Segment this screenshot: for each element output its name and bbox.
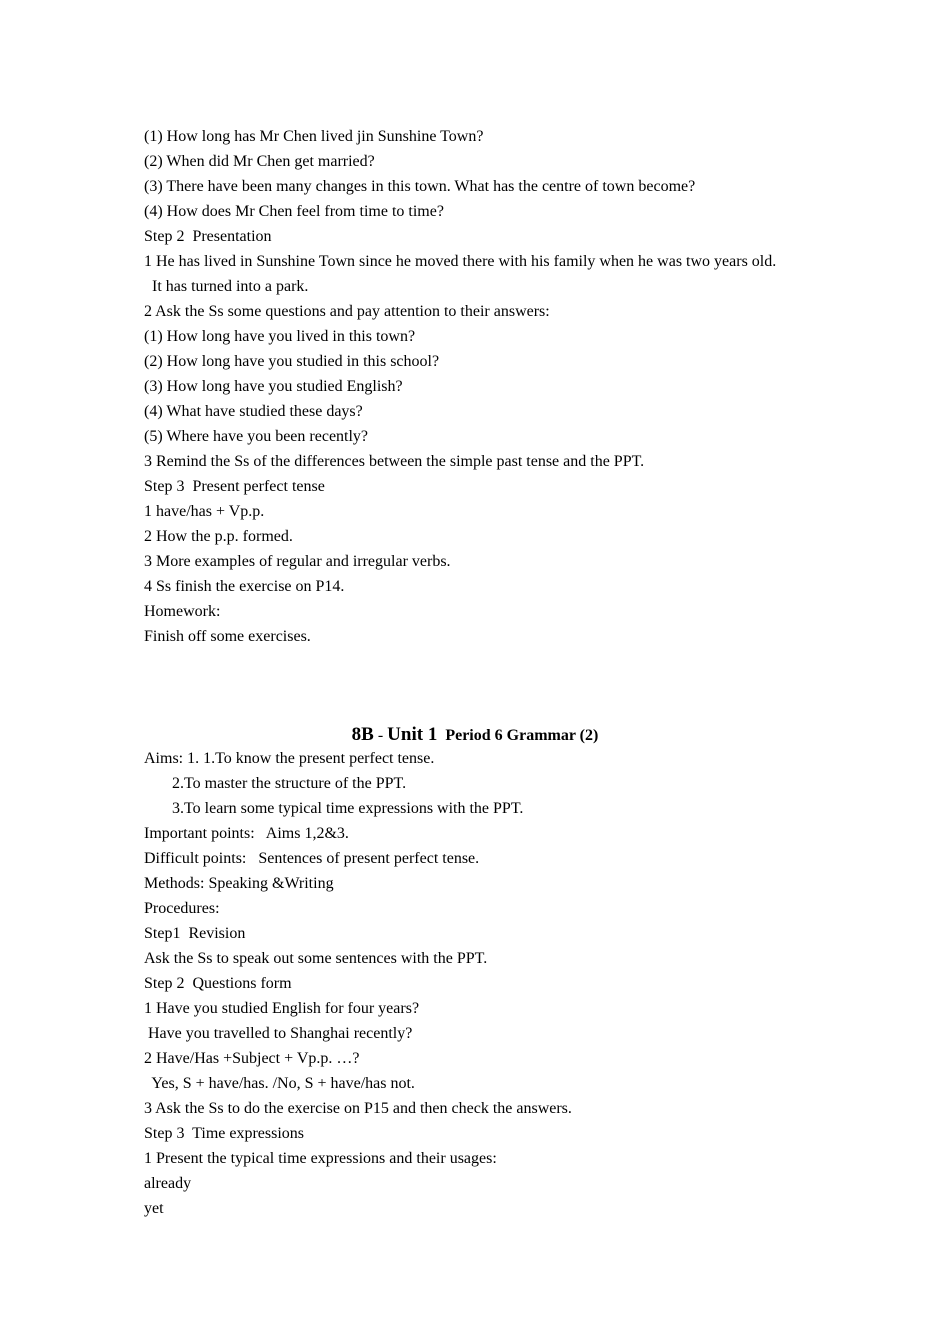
step-heading: Step 2 Questions form: [144, 975, 292, 992]
text-line: (2) How long have you studied in this school?: [144, 353, 440, 370]
text-line: (5) Where have you been recently?: [144, 428, 369, 445]
text-line: 2 How the p.p. formed.: [144, 528, 293, 545]
text-line: 2 Have/Has +Subject + Vp.p. …?: [144, 1050, 360, 1067]
lesson-plan-body: [144, 746, 844, 1221]
text-line: 1 Present the typical time expressions and their usages:: [144, 1150, 497, 1167]
text-line: (2) When did Mr Chen get married?: [144, 153, 375, 170]
aims-line: 3.To learn some typical time expressions with the PPT.: [144, 800, 524, 817]
text-line: (3) There have been many changes in this town. What has the centre of town become?: [144, 178, 696, 195]
text-line: (1) How long has Mr Chen lived jin Sunshine Town?: [144, 128, 484, 145]
methods: Methods: Speaking &Writing: [144, 875, 334, 892]
text-line: 3 Remind the Ss of the differences between the simple past tense and the PPT.: [144, 453, 645, 470]
lesson-notes-continued: [144, 124, 844, 649]
text-line: Finish off some exercises.: [144, 628, 311, 645]
text-line: (3) How long have you studied English?: [144, 378, 403, 395]
text-line: 1 have/has + Vp.p.: [144, 503, 265, 520]
text-line: 4 Ss finish the exercise on P14.: [144, 578, 345, 595]
homework-heading: Homework:: [144, 603, 221, 620]
aims-line: 2.To master the structure of the PPT.: [144, 775, 407, 792]
text-line: (1) How long have you lived in this town?: [144, 328, 416, 345]
text-line: It has turned into a park.: [144, 278, 309, 295]
text-line: 1 Have you studied English for four years?: [144, 1000, 420, 1017]
lesson-grade: 8B: [351, 724, 374, 745]
text-line: 3 Ask the Ss to do the exercise on P15 and then check the answers.: [144, 1100, 572, 1117]
text-line: 1 He has lived in Sunshine Town since he moved there with his family when he was two years old.: [144, 253, 777, 270]
difficult-points: Difficult points: Sentences of present perfect tense.: [144, 850, 480, 867]
text-line: yet: [144, 1200, 164, 1217]
text-line: already: [144, 1175, 192, 1192]
text-line: (4) How does Mr Chen feel from time to time?: [144, 203, 444, 220]
lesson-unit: Unit 1: [387, 724, 438, 745]
text-line: Ask the Ss to speak out some sentences with the PPT.: [144, 950, 488, 967]
step-heading: Step 2 Presentation: [144, 228, 272, 245]
step-heading: Step 3 Present perfect tense: [144, 478, 325, 495]
step-heading: Step1 Revision: [144, 925, 246, 942]
step-heading: Step 3 Time expressions: [144, 1125, 305, 1142]
lesson-title: [0, 722, 950, 748]
lesson-period: Period 6 Grammar (2): [445, 727, 599, 744]
important-points: Important points: Aims 1,2&3.: [144, 825, 349, 842]
text-line: 3 More examples of regular and irregular verbs.: [144, 553, 451, 570]
text-line: Yes, S + have/has. /No, S + have/has not.: [144, 1075, 415, 1092]
text-line: Have you travelled to Shanghai recently?: [144, 1025, 413, 1042]
aims-line: Aims: 1. 1.To know the present perfect tense.: [144, 750, 435, 767]
lesson-title-separator: -: [373, 727, 388, 744]
procedures-heading: Procedures:: [144, 900, 220, 917]
text-line: 2 Ask the Ss some questions and pay attention to their answers:: [144, 303, 550, 320]
text-line: (4) What have studied these days?: [144, 403, 363, 420]
